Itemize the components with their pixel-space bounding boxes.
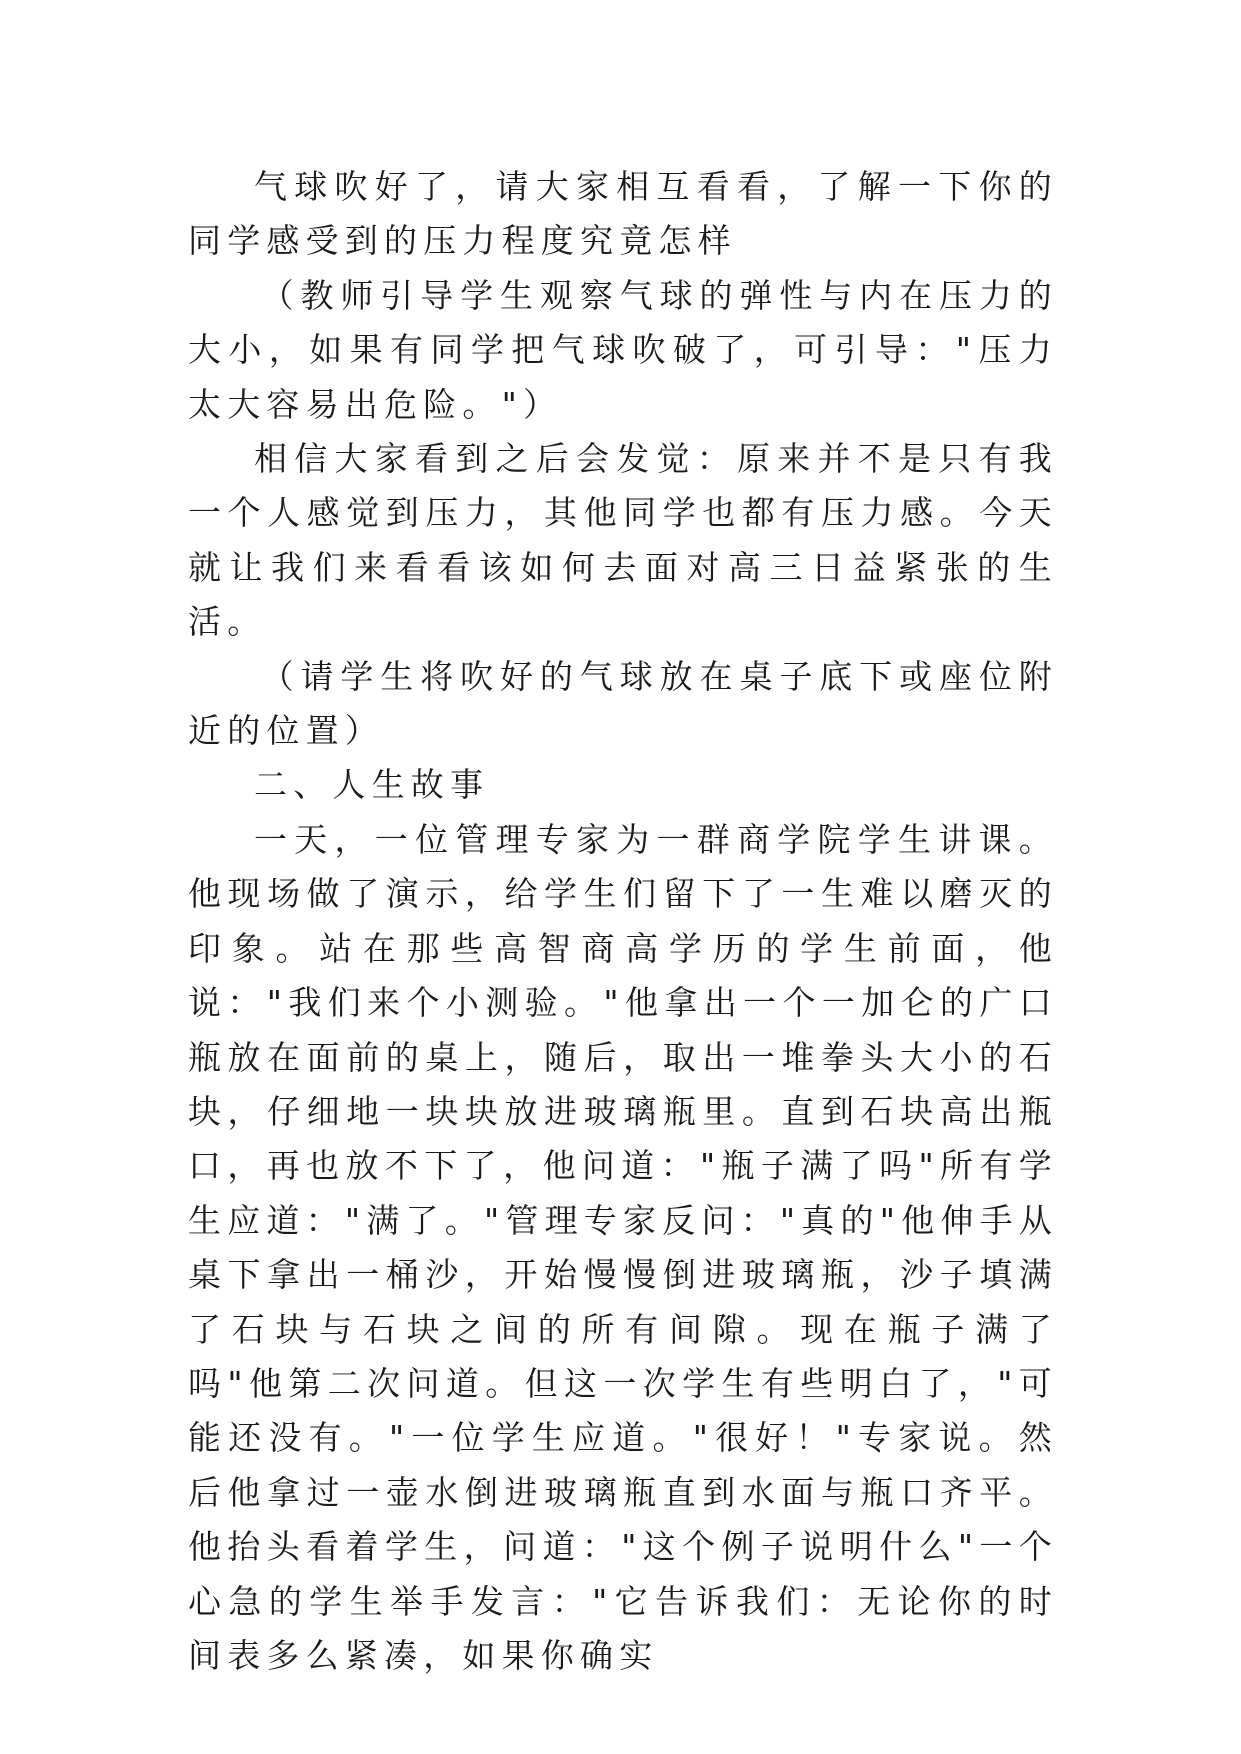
paragraph-shared-pressure: 相信大家看到之后会发觉：原来并不是只有我一个人感觉到压力，其他同学也都有压力感。今天就让我们来看看该如何去面对高三日益紧张的生活。 [188, 439, 1058, 642]
paragraph-jar-story: 一天，一位管理专家为一群商学院学生讲课。他现场做了演示，给学生们留下了一生难以磨灭的印象。站在那些高智商高学历的学生前面，他说："我们来个小测验。"他拿出一个一加仑的广口瓶放在面前的桌上，随后，取出一堆拳头大小的石块，仔细地一块块放进玻璃瓶里。直到石块高出瓶口，再也放不下了，他问道："瓶子满了吗"所有学生应道："满了。"管理专家反问："真的"他伸手从桌下拿出一桶沙，开始慢慢倒进玻璃瓶，沙子填满了石块与石块之间的所有间隙。现在瓶子满了吗"他第二次问道。但这一次学生有些明白了，"可能还没有。"一位学生应道。"很好！"专家说。然后他拿过一壶水倒进玻璃瓶直到水面与瓶口齐平。他抬头看着学生，问道："这个例子说明什么"一个心急的学生举手发言："它告诉我们：无论你的时间表多么紧凑，如果你确实 [188, 819, 1058, 1675]
paragraph-balloon-observe: 气球吹好了，请大家相互看看，了解一下你的同学感受到的压力程度究竟怎样 [188, 167, 1058, 261]
paragraph-teacher-guidance: （教师引导学生观察气球的弹性与内在压力的大小，如果有同学把气球吹破了，可引导："压力太大容易出危险。"） [188, 275, 1058, 424]
paragraph-place-balloons: （请学生将吹好的气球放在桌子底下或座位附近的位置） [188, 656, 1058, 751]
section-heading-life-story: 二、人生故事 [254, 765, 490, 805]
document-body [188, 160, 1058, 1683]
